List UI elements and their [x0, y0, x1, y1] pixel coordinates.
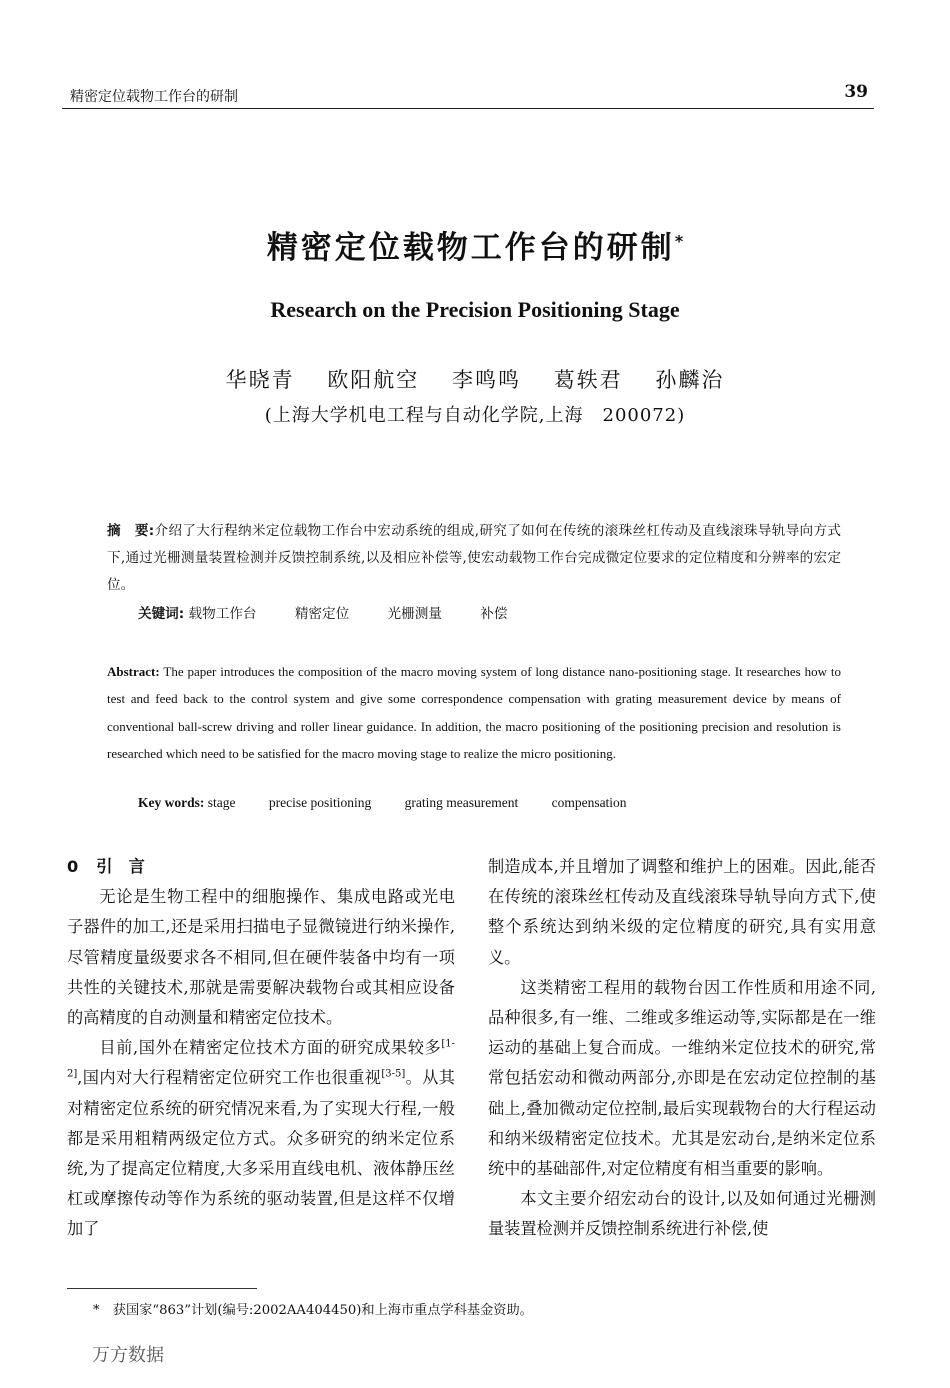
abstract-chinese-label: 摘 要:	[107, 523, 155, 539]
section-number: 0	[67, 857, 79, 876]
paragraph-text: 目前,国外在精密定位技术方面的研究成果较多	[99, 1038, 442, 1058]
paragraph: 无论是生物工程中的细胞操作、集成电路或光电子器件的加工,还是采用扫描电子显微镜进行纳米操作,尽管精度量级要求各不相同,但在硬件装备中均有一项共性的关键技术,那就是需要解决载物台或其相应设备的高精度的自动测量和精密定位技术。	[67, 887, 455, 1028]
paragraph-text: 。从其对精密定位系统的研究情况来看,为了实现大行程,一般都是采用粗精两级定位方式。众多研究的纳米定位系统,为了提高定位精度,大多采用直线电机、液体静压丝杠或摩擦传动等作为系统的驱动装置,但是这样不仅增加了	[67, 1068, 455, 1239]
keyword: stage	[207, 795, 236, 810]
author-list	[0, 364, 950, 394]
abstract-chinese	[107, 518, 841, 599]
keyword: compensation	[551, 795, 627, 810]
author-name: 孙麟治	[655, 368, 725, 392]
paragraph: 本文主要介绍宏动台的设计,以及如何通过光栅测量装置检测并反馈控制系统进行补偿,使	[488, 1189, 876, 1239]
paragraph: 这类精密工程用的载物台因工作性质和用途不同,品种很多,有一维、二维或多维运动等,实际都是在一维运动的基础上复合而成。一维纳米定位技术的研究,常常包括宏动和微动两部分,亦即是在宏动定位控制的基础上,叠加微动定位控制,最后实现载物台的大行程运动和纳米级精密定位技术。尤其是宏动台,是纳米定位系统中的基础部件,对定位精度有相当重要的影响。	[488, 977, 876, 1179]
abstract-english	[107, 658, 841, 768]
running-header	[62, 80, 874, 109]
keyword: 光栅测量	[387, 606, 442, 622]
keyword: 精密定位	[294, 606, 350, 622]
author-name: 李鸣鸣	[452, 368, 521, 392]
paragraph: 制造成本,并且增加了调整和维护上的困难。因此,能否在传统的滚珠丝杠传动及直线滚珠导轨导向方式下,使整个系统达到纳米级的定位精度的研究,具有实用意义。	[488, 857, 876, 967]
keyword: grating measurement	[404, 795, 519, 810]
keyword: 载物工作台	[188, 606, 257, 622]
footnote-divider	[67, 1288, 257, 1289]
keywords-chinese	[138, 602, 541, 622]
author-name: 欧阳航空	[327, 368, 420, 392]
section-title: 引 言	[96, 857, 145, 876]
page-number: 39	[844, 82, 868, 102]
keywords-chinese-label: 关键词:	[138, 606, 185, 622]
paragraph-text: ,国内对大行程精密定位研究工作也很重视	[77, 1068, 382, 1088]
paragraph	[67, 1033, 455, 1244]
citation: [1-2]	[67, 1038, 455, 1081]
footnote: * 获国家“863”计划(编号:2002AA404450)和上海市重点学科基金资助。	[93, 1303, 533, 1318]
keyword: precise positioning	[268, 795, 372, 810]
keywords-english-label: Key words:	[138, 795, 205, 810]
section-heading	[67, 852, 455, 882]
title-chinese	[0, 222, 950, 267]
body-column-left	[67, 852, 455, 1245]
citation: [3-5]	[381, 1069, 406, 1081]
title-english: Research on the Precision Positioning Stage	[270, 297, 680, 322]
abstract-english-text: The paper introduces the composition of the macro moving system of long distance nano-positioning stage. It researches how to test and feed back to the control system and give some correspondence compensation with grating measurement device by means of conventional ball-screw driving and roller linear guidance. In addition, the macro positioning of the positioning precision and resolution is researched which need to be satisfied for the macro moving stage to realize the micro positioning.	[107, 664, 841, 762]
affiliation: (上海大学机电工程与自动化学院,上海 200072)	[264, 405, 686, 426]
keyword: 补偿	[480, 606, 508, 622]
abstract-chinese-text: 介绍了大行程纳米定位载物工作台中宏动系统的组成,研究了如何在传统的滚珠丝杠传动及直线滚珠导轨导向方式下,通过光栅测量装置检测并反馈控制系统,以及相应补偿等,使宏动载物工作台完成微定位要求的定位精度和分辨率的宏定位。	[107, 523, 841, 593]
title-chinese-text: 精密定位载物工作台的研制	[266, 230, 675, 266]
keywords-english	[138, 795, 657, 811]
author-name: 葛轶君	[553, 368, 623, 392]
author-name: 华晓青	[225, 368, 295, 392]
watermark: 万方数据	[92, 1345, 164, 1366]
title-footnote-mark: *	[674, 231, 684, 251]
body-column-right	[488, 852, 876, 1245]
abstract-english-label: Abstract:	[107, 664, 160, 679]
running-title: 精密定位载物工作台的研制	[70, 89, 238, 105]
